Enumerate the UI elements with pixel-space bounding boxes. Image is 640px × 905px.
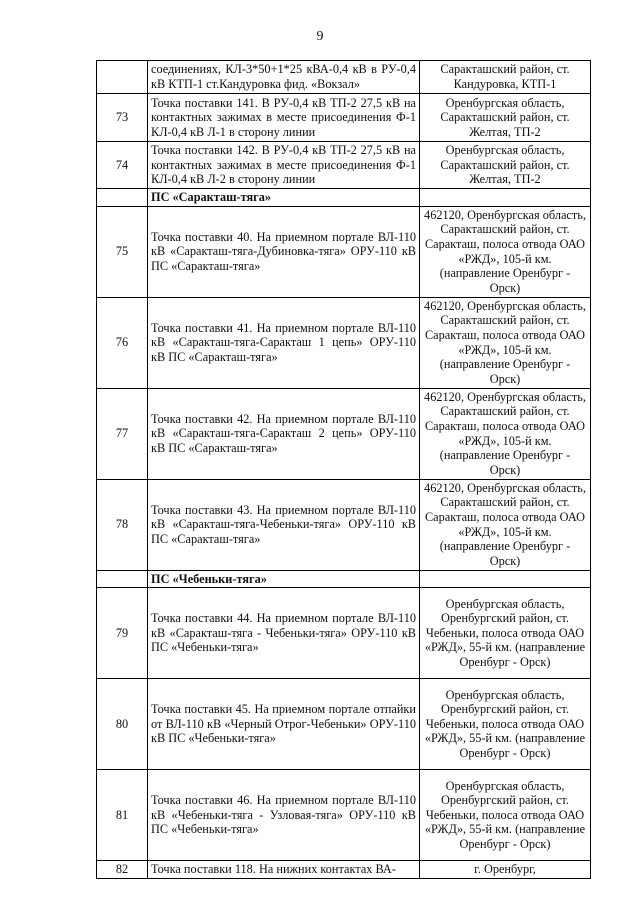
table-row: [97, 142, 591, 189]
row-number: 81: [97, 770, 148, 861]
delivery-point-description: Точка поставки 44. На приемном портале ВЛ-110 кВ «Саракташ-тяга - Чебеньки-тяга» ОРУ-110 кВ ПС «Чебеньки-тяга»: [148, 588, 420, 679]
delivery-point-description: Точка поставки 40. На приемном портале ВЛ-110 кВ «Саракташ-тяга-Дубиновка-тяга» ОРУ-110 кВ ПС «Саракташ-тяга»: [148, 206, 420, 297]
delivery-point-address: Оренбургская область, Оренбургский район, ст. Чебеньки, полоса отвода ОАО «РЖД», 55-й км. (направление Оренбург - Орск): [420, 679, 591, 770]
table-row: [97, 94, 591, 142]
delivery-point-address: Оренбургская область, Оренбургский район, ст. Чебеньки, полоса отвода ОАО «РЖД», 55-й км. (направление Оренбург - Орск): [420, 770, 591, 861]
table-row: [97, 61, 591, 94]
delivery-point-description: Точка поставки 42. На приемном портале ВЛ-110 кВ «Саракташ-тяга-Саракташ 2 цепь» ОРУ-110 кВ ПС «Саракташ-тяга»: [148, 388, 420, 479]
page-number: 9: [316, 29, 324, 44]
section-title: ПС «Саракташ-тяга»: [148, 189, 420, 207]
delivery-point-address: 462120, Оренбургская область, Саракташский район, ст. Саракташ, полоса отвода ОАО «РЖД», 105-й км. (направление Оренбург - Орск): [420, 388, 591, 479]
row-number: 75: [97, 206, 148, 297]
delivery-point-address: Саракташский район, ст. Кандуровка, КТП-1: [420, 61, 591, 94]
section-header-row: [97, 189, 591, 207]
delivery-point-description: Точка поставки 118. На нижних контактах ВА-: [148, 861, 420, 879]
delivery-point-description: Точка поставки 45. На приемном портале отпайки от ВЛ-110 кВ «Черный Отрог-Чебеньки» ОРУ-110 кВ ПС «Чебеньки-тяга»: [148, 679, 420, 770]
table-row: [97, 297, 591, 388]
table-row: [97, 861, 591, 879]
section-title: ПС «Чебеньки-тяга»: [148, 570, 420, 588]
delivery-points-table: [96, 60, 591, 879]
row-number: 77: [97, 388, 148, 479]
row-number: 79: [97, 588, 148, 679]
delivery-point-address: г. Оренбург,: [420, 861, 591, 879]
delivery-point-address: Оренбургская область, Оренбургский район, ст. Чебеньки, полоса отвода ОАО «РЖД», 55-й км. (направление Оренбург - Орск): [420, 588, 591, 679]
delivery-point-description: Точка поставки 141. В РУ-0,4 кВ ТП-2 27,5 кВ на контактных зажимах в месте присоединения Ф-1 КЛ-0,4 кВ Л-1 в сторону линии: [148, 94, 420, 142]
delivery-point-address: Оренбургская область, Саракташский район, ст. Желтая, ТП-2: [420, 142, 591, 189]
table-row: [97, 588, 591, 679]
table-row: [97, 770, 591, 861]
section-header-row: [97, 570, 591, 588]
row-number: 78: [97, 479, 148, 570]
delivery-point-description: Точка поставки 43. На приемном портале ВЛ-110 кВ «Саракташ-тяга-Чебеньки-тяга» ОРУ-110 кВ ПС «Саракташ-тяга»: [148, 479, 420, 570]
delivery-point-description: Точка поставки 46. На приемном портале ВЛ-110 кВ «Чебеньки-тяга - Узловая-тяга» ОРУ-110 кВ ПС «Чебеньки-тяга»: [148, 770, 420, 861]
row-number: 82: [97, 861, 148, 879]
delivery-point-description: соединениях, КЛ-3*50+1*25 кВА-0,4 кВ в РУ-0,4 кВ КТП-1 ст.Кандуровка фид. «Вокзал»: [148, 61, 420, 94]
row-number: 76: [97, 297, 148, 388]
delivery-point-address: 462120, Оренбургская область, Саракташский район, ст. Саракташ, полоса отвода ОАО «РЖД», 105-й км. (направление Оренбург - Орск): [420, 479, 591, 570]
delivery-point-address: 462120, Оренбургская область, Саракташский район, ст. Саракташ, полоса отвода ОАО «РЖД», 105-й км. (направление Оренбург - Орск): [420, 206, 591, 297]
table-row: [97, 479, 591, 570]
delivery-point-address: Оренбургская область, Саракташский район, ст. Желтая, ТП-2: [420, 94, 591, 142]
row-number: 73: [97, 94, 148, 142]
table-row: [97, 206, 591, 297]
table-row: [97, 679, 591, 770]
delivery-point-description: Точка поставки 41. На приемном портале ВЛ-110 кВ «Саракташ-тяга-Саракташ 1 цепь» ОРУ-110 кВ ПС «Саракташ-тяга»: [148, 297, 420, 388]
delivery-point-address: 462120, Оренбургская область, Саракташский район, ст. Саракташ, полоса отвода ОАО «РЖД», 105-й км. (направление Оренбург - Орск): [420, 297, 591, 388]
row-number: 74: [97, 142, 148, 189]
row-number: [97, 61, 148, 94]
table-row: [97, 388, 591, 479]
row-number: 80: [97, 679, 148, 770]
delivery-point-description: Точка поставки 142. В РУ-0,4 кВ ТП-2 27,5 кВ на контактных зажимах в месте присоединения Ф-1 КЛ-0,4 кВ Л-2 в сторону линии: [148, 142, 420, 189]
